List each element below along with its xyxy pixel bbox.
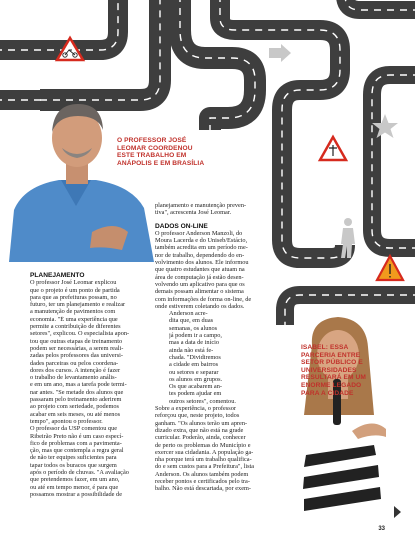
text-line: curricular. Poderão, ainda, conhecer: [155, 434, 246, 442]
text-line: ganham. "Os alunos terão um apren-: [155, 419, 248, 427]
text-line: nor de trabalho, dependendo do en-: [155, 251, 245, 259]
text-line: onde estiverem coletando os dados.: [155, 302, 245, 310]
text-line: ou até em tempo menor, é para que: [30, 483, 119, 491]
text-line: que pretendemos fazer, em um ano,: [30, 476, 120, 484]
text-line: tempo", apontou o professor.: [30, 417, 103, 425]
text-column-left: [30, 272, 148, 498]
text-line: dades parceiras ou pelos coordena-: [30, 359, 119, 367]
text-line: tou que outras etapas de treinamento: [30, 337, 123, 345]
text-column-right: planejamento e manutenção preven- tiva", acrescenta José Leomar. DADOS ON-LINE O professor Anderson Manzoli, do Moura Lacerda e do Uniseb/Estácio, também acredita em um período me- nor de trabalho, dependendo do en- volvimento dos alunos. Ele informou que quatro estudantes que atuam na área de computação já estão desen- volvendo um aplicativo para que os demais possam alimentar o sistema com informações de forma on-line, de onde estiverem coletando os dados. Anderson acre- dita que, em duas semanas, os alunos já podem ir a campo, mas a data de início ainda não está fe- chada. "Dividiremos a cidade em bairros ou setores e separar os alunos em grupos. Os que acabarem an- tes podem ajudar em outros setores", comentou. Sobre a experiência, o professor reforçou que, neste projeto, todos ganham. "Os alunos terão um apren- dizado extra, que não está na grade curricular. Poderão, ainda, conhecer de perto os problemas do Município e exercer sua cidadania. A população ga- nha porque terá um trabalho qualifica- do e sem custos para a Prefeitura", lista Anderson. Os alunos também podem receber pontos e certificados pelo tra- balho. Não está descartada, por exem-: [155, 202, 277, 493]
next-page-arrow-icon: [394, 506, 401, 518]
text-line: após o período de chuvas. "A avaliação: [30, 469, 129, 477]
text-line: nar antes. "Se metade dos alunos que: [30, 388, 124, 396]
text-line: fico de problemas com a pavimenta-: [30, 439, 122, 447]
text-line: já podem ir a campo,: [169, 332, 222, 340]
text-line: possamos mostrar a possibilidade de: [30, 490, 122, 498]
photo-jose-leomar: [4, 82, 154, 262]
text-line: volvimento dos alunos. Ele informou: [155, 259, 249, 267]
text-line: O professor José Leomar explicou: [30, 279, 117, 287]
text-line: economia. "É uma experiência que: [30, 315, 118, 323]
text-line: Anderson. Os alunos também podem: [155, 470, 249, 478]
text-line: exercer sua cidadania. A população ga-: [155, 448, 254, 456]
text-line: tapar todos os buracos que surgem: [30, 461, 117, 469]
text-line: a cidade em bairros: [169, 361, 219, 369]
text-line: O professor da USP comentou que: [30, 425, 118, 433]
text-line: para que as prefeituras possam, no: [30, 293, 117, 301]
text-line: que quatro estudantes que atuam na: [155, 266, 245, 274]
text-line: reforçou que, neste projeto, todos: [155, 412, 240, 420]
text-line: Os que acabarem an-: [169, 383, 222, 391]
text-line: futuro, ter um planejamento e realizar: [30, 301, 126, 309]
text-line: zadas pelos professores das universi-: [30, 352, 124, 360]
text-line: também acredita em um período me-: [155, 244, 248, 252]
text-line: permite a contribuição de diferentes: [30, 323, 121, 331]
text-line: Moura Lacerda e do Uniseb/Estácio,: [155, 237, 248, 245]
text-line: que o projeto é um ponto de partida: [30, 286, 120, 294]
text-line: dita que, em duas: [169, 317, 214, 325]
text-line: balho. Não está descartada, por exem-: [155, 485, 251, 493]
text-line: podem ser necessárias, a serem reali-: [30, 344, 124, 352]
photo-isabel: [282, 305, 394, 517]
text-line: área de computação já estão desen-: [155, 273, 244, 281]
text-line: ção, mas que contempla a regra geral: [30, 447, 124, 455]
text-line: do e sem custos para a Prefeitura", lista: [155, 463, 255, 471]
road-right-curve: [372, 75, 415, 248]
text-line: de não ter equipes suficientes para: [30, 454, 117, 462]
text-line: Sobre a experiência, o professor: [155, 405, 236, 413]
roadwork-warning-sign-icon: [377, 256, 403, 280]
text-line: O professor Anderson Manzoli, do: [155, 229, 243, 237]
caption-isabel: ISABEL: ESSA PARCERIA ENTRE SETOR PÚBLICO E UNIVERSIDADES RESULTARÁ EM UM ENORME LEGADO PARA A CIDADE: [301, 344, 366, 397]
text-line: ou setores e separar: [169, 368, 219, 376]
text-line: Anderson acre-: [169, 310, 208, 318]
text-line: de perto os problemas do Município e: [155, 441, 251, 449]
text-line: ainda não está fe-: [169, 346, 214, 354]
road-far-right: [345, 0, 415, 10]
text-line: a manutenção de pavimentos com: [30, 308, 116, 316]
arrow-right-icon: [269, 44, 291, 62]
text-line: os alunos em grupos.: [169, 375, 223, 383]
text-line: ao projeto com seriedade, podemos: [30, 403, 120, 411]
text-line: dizado extra, que não está na grade: [155, 426, 244, 434]
text-line: dores dos cursos. A intenção é fazer: [30, 366, 121, 374]
text-line: o trabalho de levantamento anális-: [30, 374, 117, 382]
text-line: acabar em seis meses, ou até menos: [30, 410, 121, 418]
road-top-left: [0, 0, 118, 50]
heading-planejamento: PLANEJAMENTO: [30, 272, 85, 279]
text-line: e em um ano, mas a tarefa pode termi-: [30, 381, 127, 389]
text-line: Ribeirão Preto não é um caso especí-: [30, 432, 124, 440]
text-line: passaram pelo treinamento aderirem: [30, 396, 122, 404]
text-line: volvendo um aplicativo para que os: [155, 280, 245, 288]
heading-dados-online: DADOS ON-LINE: [155, 222, 208, 230]
text-line: mas a data de início: [169, 339, 220, 347]
caption-leomar: O PROFESSOR JOSÉ LEOMAR COORDENOU ESTE TRABALHO EM ANÁPOLIS E EM BRASÍLIA: [117, 137, 205, 167]
text-line: com informações de forma on-line, de: [155, 295, 252, 303]
text-line: nha porque terá um trabalho qualifica-: [155, 456, 252, 464]
text-line: demais possam alimentar o sistema: [155, 288, 244, 296]
text-line: setores", explicou. O especialista apon-: [30, 330, 130, 338]
text-line: outros setores", comentou.: [169, 397, 236, 405]
page-number: 33: [378, 526, 385, 532]
text-line: tes podem ajudar em: [169, 390, 222, 398]
crosswalk-icon: [338, 268, 354, 285]
text-line: chada. "Dividiremos: [169, 353, 221, 361]
crossroad-warning-sign-icon: [320, 137, 346, 160]
text-line: semanas, os alunos: [169, 324, 218, 332]
text-line: receber pontos e certificados pelo tra-: [155, 477, 250, 485]
